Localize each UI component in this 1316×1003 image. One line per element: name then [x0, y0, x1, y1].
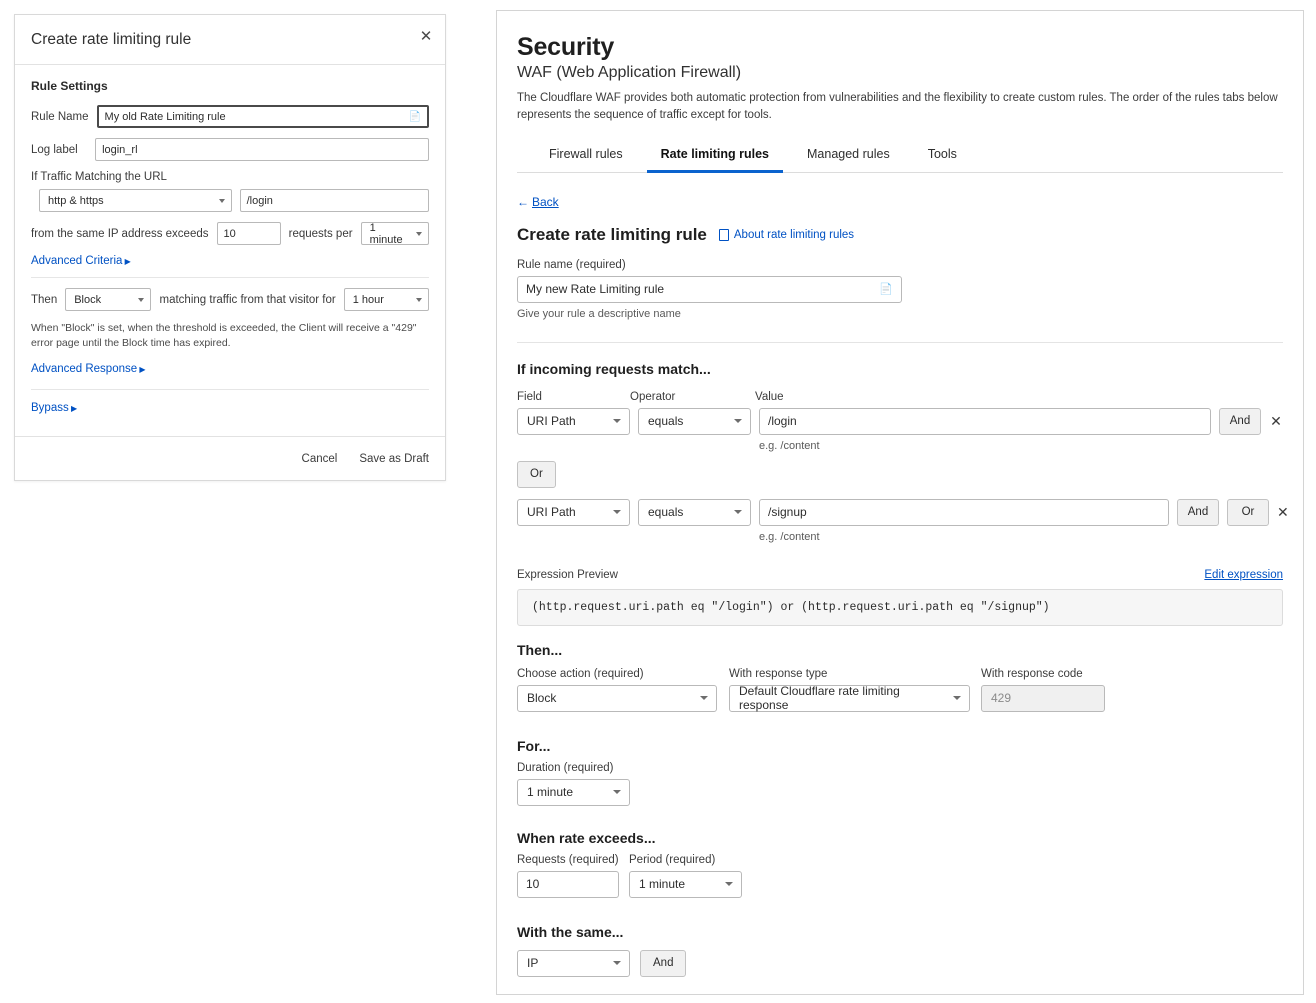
condition-value: /signup: [768, 505, 807, 519]
condition-and-button[interactable]: And: [1177, 499, 1219, 526]
duration-label: Duration (required): [517, 761, 614, 774]
period-select[interactable]: [361, 222, 429, 245]
log-label-value: login_rl: [102, 143, 138, 156]
threshold-mid-label: requests per: [288, 227, 353, 240]
condition-operator-value: equals: [648, 414, 684, 428]
condition-value-input[interactable]: [759, 499, 1169, 526]
expression-preview-label: Expression Preview: [517, 568, 618, 581]
chevron-down-icon: [138, 298, 144, 302]
rule-name-group: [517, 259, 1283, 320]
condition-operator-select[interactable]: [638, 408, 751, 435]
characteristic-select[interactable]: [517, 950, 630, 977]
divider: [31, 277, 429, 278]
response-type-group: [729, 668, 981, 712]
duration-select[interactable]: [517, 779, 630, 806]
about-link-label: About rate limiting rules: [733, 228, 855, 241]
column-header-field: Field: [517, 390, 542, 403]
requests-input[interactable]: [517, 871, 619, 898]
condition-operator-value: equals: [648, 505, 684, 519]
response-type-label: With response type: [729, 667, 828, 680]
scheme-value: http & https: [48, 194, 104, 207]
block-note: When "Block" is set, when the threshold is exceeded, the Client will receive a "429" error page until the Block time has expired.: [31, 322, 417, 350]
rule-name-input[interactable]: [517, 276, 902, 303]
dialog-body: [15, 65, 445, 436]
form-header: [517, 225, 1283, 245]
back-link[interactable]: [517, 195, 559, 209]
back-label: Back: [532, 194, 559, 209]
scheme-select[interactable]: [39, 189, 232, 212]
chevron-down-icon: [734, 419, 742, 423]
rule-name-label: Rule Name: [31, 110, 89, 123]
url-match-label: If Traffic Matching the URL: [31, 171, 167, 183]
requests-value: 10: [526, 877, 540, 891]
advanced-response-label: Advanced Response: [31, 363, 138, 376]
form-title: Create rate limiting rule: [517, 224, 707, 244]
condition-or-button[interactable]: Or: [517, 461, 556, 488]
cancel-button[interactable]: Cancel: [301, 452, 338, 465]
legacy-rate-limit-dialog: [14, 14, 446, 481]
match-section-title: If incoming requests match...: [517, 360, 711, 377]
page-description: The Cloudflare WAF provides both automatic protection from vulnerabilities and the flexibility to create custom rules. The order of the rules tabs below represents the sequence of traffic except for tools.: [517, 92, 1278, 122]
advanced-criteria-link[interactable]: [31, 255, 429, 267]
rule-name-value: My new Rate Limiting rule: [526, 282, 665, 296]
log-label-label: Log label: [31, 143, 78, 156]
condition-field-select[interactable]: [517, 499, 630, 526]
arrow-left-icon: ←: [517, 194, 529, 209]
expression-preview-box: (http.request.uri.path eq "/login") or (http.request.uri.path eq "/signup"): [517, 589, 1283, 626]
log-label-row: [31, 138, 429, 161]
dialog-title: Create rate limiting rule: [31, 30, 192, 48]
response-code-label: With response code: [981, 667, 1083, 680]
page-title: Security: [517, 33, 615, 61]
condition-value-help: e.g. /content: [759, 439, 820, 452]
bypass-link[interactable]: [31, 402, 429, 414]
action-select[interactable]: [65, 288, 150, 311]
tab-firewall-rules[interactable]: Firewall rules: [549, 146, 623, 161]
chevron-down-icon: [613, 961, 621, 965]
advanced-criteria-label: Advanced Criteria: [31, 255, 123, 267]
expression-preview-header: [517, 569, 1283, 581]
block-duration-value: 1 hour: [352, 293, 384, 306]
response-type-select[interactable]: [729, 685, 970, 712]
condition-field-select[interactable]: [517, 408, 630, 435]
requests-label: Requests (required): [517, 853, 619, 866]
for-section-title: For...: [517, 737, 551, 754]
response-code-group: [981, 668, 1105, 712]
tab-tools[interactable]: Tools: [927, 146, 957, 161]
chevron-down-icon: [416, 232, 422, 236]
triangle-right-icon: ▶: [68, 404, 78, 414]
chevron-down-icon: [613, 510, 621, 514]
characteristic-row: [517, 950, 1283, 977]
path-input[interactable]: [240, 189, 429, 212]
threshold-row: [31, 222, 429, 245]
then-mid-label: matching traffic from that visitor for: [159, 293, 336, 306]
rule-name-help: Give your rule a descriptive name: [517, 307, 681, 320]
condition-or-button[interactable]: Or: [1227, 499, 1269, 526]
advanced-response-link[interactable]: [31, 363, 429, 375]
edit-expression-link[interactable]: Edit expression: [1204, 568, 1283, 581]
chevron-down-icon: [700, 696, 708, 700]
copy-icon[interactable]: 📄: [879, 283, 893, 296]
column-header-operator: Operator: [630, 390, 676, 403]
period-label: Period (required): [629, 853, 716, 866]
characteristic-and-button[interactable]: And: [640, 950, 686, 977]
action-value: Block: [74, 293, 102, 306]
chevron-down-icon: [725, 882, 733, 886]
action-group: [517, 668, 729, 712]
save-as-draft-button[interactable]: Save as Draft: [359, 452, 429, 465]
period-group: [629, 854, 742, 898]
waf-panel: [496, 10, 1304, 995]
response-code-input: [981, 685, 1105, 712]
condition-operator-select[interactable]: [638, 499, 751, 526]
same-section-title: With the same...: [517, 923, 624, 940]
chevron-down-icon: [613, 419, 621, 423]
then-section-title: Then...: [517, 641, 563, 658]
rule-name-label: Rule name (required): [517, 258, 626, 271]
divider-2: [31, 389, 429, 390]
characteristic-value: IP: [527, 956, 539, 970]
condition-column-headers: [517, 391, 1283, 403]
dialog-header: [15, 15, 445, 65]
block-duration-select[interactable]: [344, 288, 429, 311]
path-value: /login: [246, 194, 273, 207]
rule-name-input[interactable]: [97, 105, 429, 128]
tab-rate-limiting-rules[interactable]: Rate limiting rules: [647, 139, 783, 173]
rule-settings-heading: Rule Settings: [31, 79, 108, 93]
column-header-value: Value: [755, 390, 784, 403]
tab-managed-rules[interactable]: Managed rules: [807, 146, 890, 161]
chevron-down-icon: [953, 696, 961, 700]
condition-row: [517, 499, 1289, 543]
rule-name-row: [31, 105, 429, 128]
bypass-label: Bypass: [31, 402, 69, 415]
condition-remove-icon[interactable]: ✕: [1270, 412, 1282, 429]
chevron-down-icon: [219, 199, 225, 203]
condition-field-value: URI Path: [527, 414, 576, 428]
triangle-right-icon: ▶: [122, 257, 131, 266]
duration-value: 1 minute: [527, 785, 574, 799]
response-type-value: Default Cloudflare rate limiting response: [739, 684, 900, 712]
or-button-wrap: [517, 461, 1283, 488]
chevron-down-icon: [613, 790, 621, 794]
rule-name-value: My old Rate Limiting rule: [104, 110, 226, 123]
about-rate-limiting-link[interactable]: [719, 229, 854, 241]
condition-field-value: URI Path: [527, 505, 576, 519]
condition-value-help: e.g. /content: [759, 530, 820, 543]
action-label: Choose action (required): [517, 667, 644, 680]
threshold-value: 10: [223, 227, 236, 240]
response-code-value: 429: [991, 691, 1012, 705]
document-icon: [719, 229, 729, 241]
action-select[interactable]: [517, 685, 717, 712]
threshold-prefix-label: from the same IP address exceeds: [31, 227, 209, 240]
period-select[interactable]: [629, 871, 742, 898]
then-label: Then: [31, 293, 58, 306]
rate-row: [517, 854, 1283, 898]
url-match-row: [31, 189, 429, 212]
chevron-down-icon: [734, 510, 742, 514]
dialog-footer: [15, 436, 445, 480]
condition-value: /login: [768, 414, 797, 428]
period-value: 1 minute: [639, 877, 686, 891]
then-row: [31, 288, 429, 311]
tab-bar: [517, 139, 1283, 173]
condition-and-button[interactable]: And: [1219, 408, 1261, 435]
period-value: 1 minute: [369, 221, 403, 246]
copy-icon[interactable]: 📄: [408, 111, 421, 122]
close-icon[interactable]: ✕: [419, 27, 433, 45]
action-value: Block: [527, 691, 557, 705]
threshold-input[interactable]: [217, 222, 281, 245]
chevron-down-icon: [416, 298, 422, 302]
requests-group: [517, 854, 619, 898]
rate-section-title: When rate exceeds...: [517, 829, 656, 846]
page-subtitle: WAF (Web Application Firewall): [517, 64, 742, 81]
duration-group: [517, 762, 1283, 806]
divider: [517, 342, 1283, 343]
log-label-input[interactable]: [95, 138, 429, 161]
then-row: [517, 668, 1283, 712]
condition-row: [517, 408, 1283, 452]
triangle-right-icon: ▶: [137, 365, 146, 375]
condition-value-input[interactable]: [759, 408, 1211, 435]
condition-remove-icon[interactable]: ✕: [1277, 503, 1289, 520]
